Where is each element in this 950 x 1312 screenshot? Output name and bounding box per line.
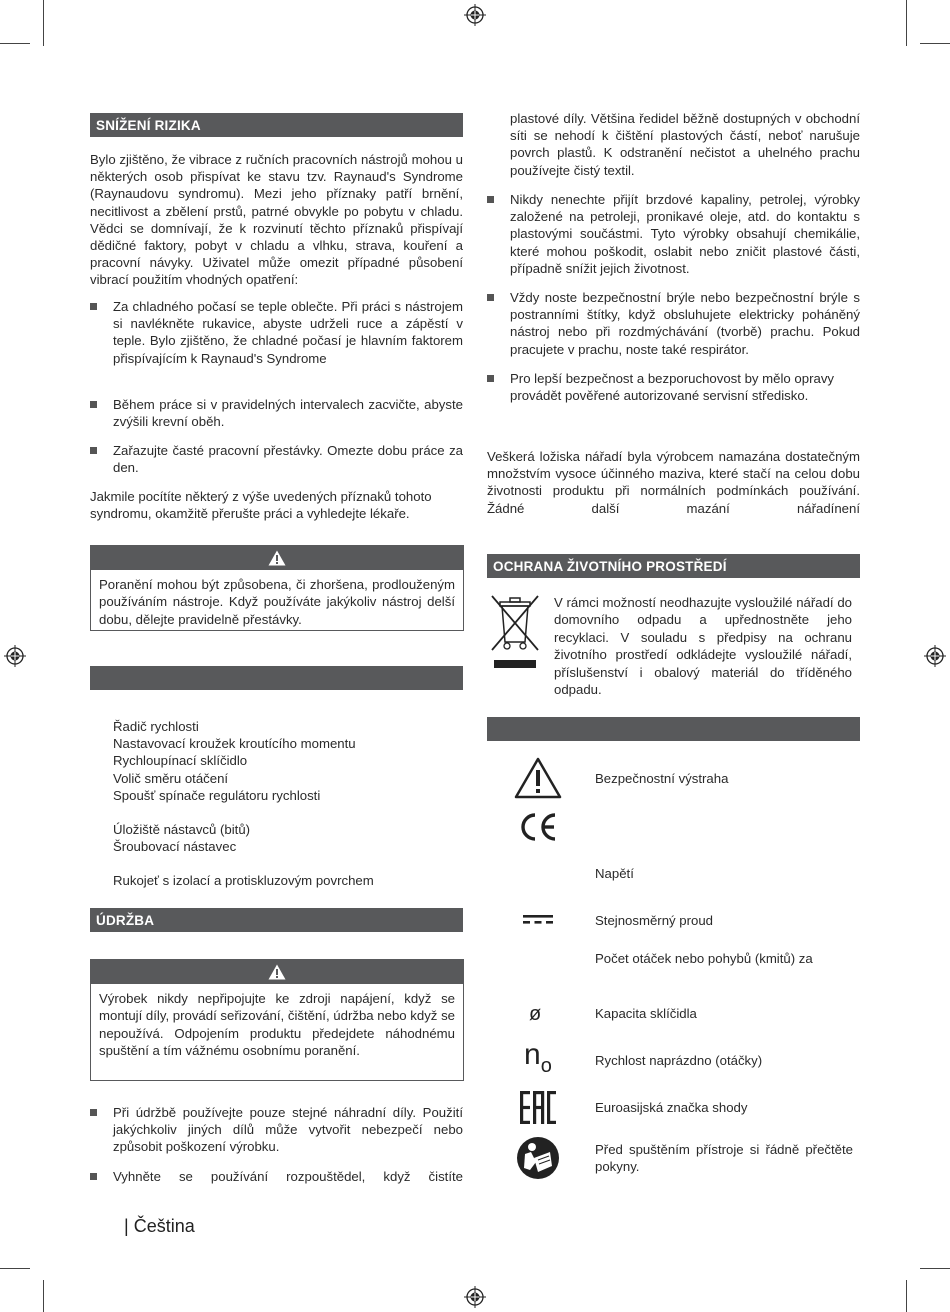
list-item-text: Vždy noste bezpečnostní brýle nebo bezpečnostní brýle s postranními štítky, když obsluhujete elektricky poháněný nástroj nebo při rozdmýchávání (tvorbě) prachu. Pokud pracujete v prachu, noste také respirátor. [510, 290, 860, 357]
list-item: Nastavovací kroužek kroutícího momentu [113, 736, 356, 752]
registration-mark-icon [464, 4, 486, 26]
lubrication-paragraph: Veškerá ložiska nářadí byla výrobcem namazána dostatečným množstvím vysoce účinného maziva, které stačí na celou dobu životnosti produktu při normálních podmínkách používání. Žádné další mazání nářadínení [487, 449, 860, 516]
symbol-label: Rychlost naprázdno (otáčky) [595, 1053, 763, 1068]
symbol-label: Napětí [595, 866, 634, 881]
parts-list [113, 718, 453, 889]
symbol-label: Kapacita sklíčidla [595, 1006, 697, 1021]
crossed-bin-icon [490, 594, 540, 674]
list-item-text: Zařazujte časté pracovní přestávky. Omezte dobu práce za den. [113, 443, 463, 476]
list-item [90, 1104, 463, 1156]
list-item [90, 442, 463, 476]
symbol-label: Počet otáček nebo pohybů (kmitů) za [595, 951, 813, 966]
list-item [487, 289, 860, 358]
section-header-symbols [487, 717, 860, 741]
section-header-parts [90, 666, 463, 690]
list-item [90, 1168, 463, 1185]
warning-triangle-icon [268, 964, 286, 980]
warning-box [90, 545, 464, 631]
list-item [487, 191, 860, 277]
list-item: Spoušť spínače regulátoru rychlosti [113, 787, 321, 803]
warning-box [90, 959, 464, 1081]
list-item: Řadič rychlosti [113, 719, 199, 734]
no-load-speed-subscript: o [540, 1055, 552, 1077]
risk-paragraph: Bylo zjištěno, že vibrace z ručních pracovních nástrojů mohou u některých osob přispívat ke stavu tzv. Raynaud's Syndrome (Raynaudovu syndromu). Mezi jeho příznaky patří brnění, necitlivost a zbělení prstů, patrné obvykle po pobytu v chladu. Vědci se domnívají, že k rozvinutí těchto příznaků přispívají dědičné faktory, pobyt v chladu a vlhku, strava, kouření a pracovní návyky. Uživatel může omezit případné působení vibrací použitím vhodných opatření: [90, 152, 463, 288]
list-item: Rychloupínací sklíčidlo [113, 753, 248, 769]
list-item-text: Za chladného počasí se teple oblečte. Při práci s nástrojem si navlékněte rukavice, abyste udrželi ruce a zápěstí v teple. Bylo zjištěno, že chladné počasí je hlavním faktorem přispívajícím k Raynaud's Syndrome [113, 299, 463, 366]
symbol-label: Euroasijská značka shody [595, 1100, 748, 1115]
no-load-speed-icon [524, 1040, 552, 1081]
section-header-risk-reduction: SNÍŽENÍ RIZIKA [90, 113, 463, 137]
list-item-text: Pro lepší bezpečnost a bezporuchovost by mělo opravy provádět pověřené autorizované servisní středisko. [510, 371, 835, 404]
footer-language: Čeština [133, 1216, 195, 1236]
list-item [90, 396, 463, 430]
eac-mark-icon [519, 1090, 557, 1125]
risk-closing-paragraph: Jakmile pocítíte některý z výše uvedených příznaků tohoto syndromu, okamžitě přerušte práci a vyhledejte lékaře. [90, 489, 432, 522]
read-manual-icon [516, 1136, 560, 1180]
no-load-speed-glyph: n [524, 1038, 541, 1071]
page-footer [124, 1215, 195, 1237]
list-item-text: Nikdy nenechte přijít brzdové kapaliny, petrolej, výrobky založené na petroleji, pronikavé oleje, atd. do kontaktu s plastovými součástmi. Tyto výrobky obsahují chemikálie, které mohou poškodit, oslabit nebo zničit plastové části, případně snížit jejich životnost. [510, 192, 860, 276]
environment-paragraph: V rámci možností neodhazujte vysloužilé nářadí do domovního odpadu a upřednostněte jeho recyklaci. V souladu s předpisy na ochranu životního prostředí odkládejte vysloužilé nářadí, příslušenství i obalový materiál do tříděného odpadu. [554, 595, 852, 698]
warning-triangle-icon [514, 757, 562, 799]
list-item [487, 370, 860, 404]
warning-text: Poranění mohou být způsobena, či zhoršena, prodlouženým používáním nástroje. Když používáte jakýkoliv nástroj delší dobu, dělejte pravidelně přestávky. [99, 577, 455, 627]
list-item: Volič směru otáčení [113, 770, 229, 786]
section-header-maintenance: ÚDRŽBA [90, 908, 463, 932]
symbol-label: Stejnosměrný proud [595, 913, 714, 928]
list-item-text: Vyhněte se používání rozpouštědel, když čistíte [113, 1169, 463, 1184]
footer-separator: | [124, 1216, 129, 1236]
registration-mark-icon [464, 1286, 486, 1308]
warning-text: Výrobek nikdy nepřipojujte ke zdroji napájení, když se montují díly, provádí seřizování, čištění, údržba nebo když se nepoužívá. Odpojením produktu předejdete náhodnému spuštění a tím vážnému osobnímu poranění. [99, 991, 455, 1059]
diameter-icon: ø [529, 1003, 542, 1025]
list-item: Úložiště nástavců (bitů) [113, 821, 251, 837]
list-item: Šroubovací nástavec [113, 838, 237, 854]
ce-mark-icon [518, 812, 560, 842]
list-item [90, 298, 463, 367]
symbol-label: Bezpečnostní výstraha [595, 771, 729, 786]
direct-current-icon [522, 914, 554, 926]
warning-triangle-icon [268, 550, 286, 566]
list-item-text: Během práce si v pravidelných intervalech zacvičte, abyste zvýšili krevní oběh. [113, 397, 463, 430]
section-header-environment: OCHRANA ŽIVOTNÍHO PROSTŘEDÍ [487, 554, 860, 578]
symbol-label: Před spuštěním přístroje si řádně přečtěte pokyny. [595, 1142, 853, 1175]
registration-mark-icon [4, 645, 26, 667]
registration-mark-icon [924, 645, 946, 667]
list-item-text: Při údržbě používejte pouze stejné náhradní díly. Použití jakýchkoliv jiných dílů může vytvořit nebezpečí nebo způsobit poškození výrobku. [113, 1105, 463, 1155]
cleaning-paragraph: plastové díly. Většina ředidel běžně dostupných v obchodní síti se nehodí k čištění plastových částí, neboť narušuje povrch plastů. K odstranění nečistot a uhelného prachu používejte čistý textil. [510, 111, 860, 178]
list-item: Rukojeť s izolací a protiskluzovým povrchem [113, 872, 374, 888]
